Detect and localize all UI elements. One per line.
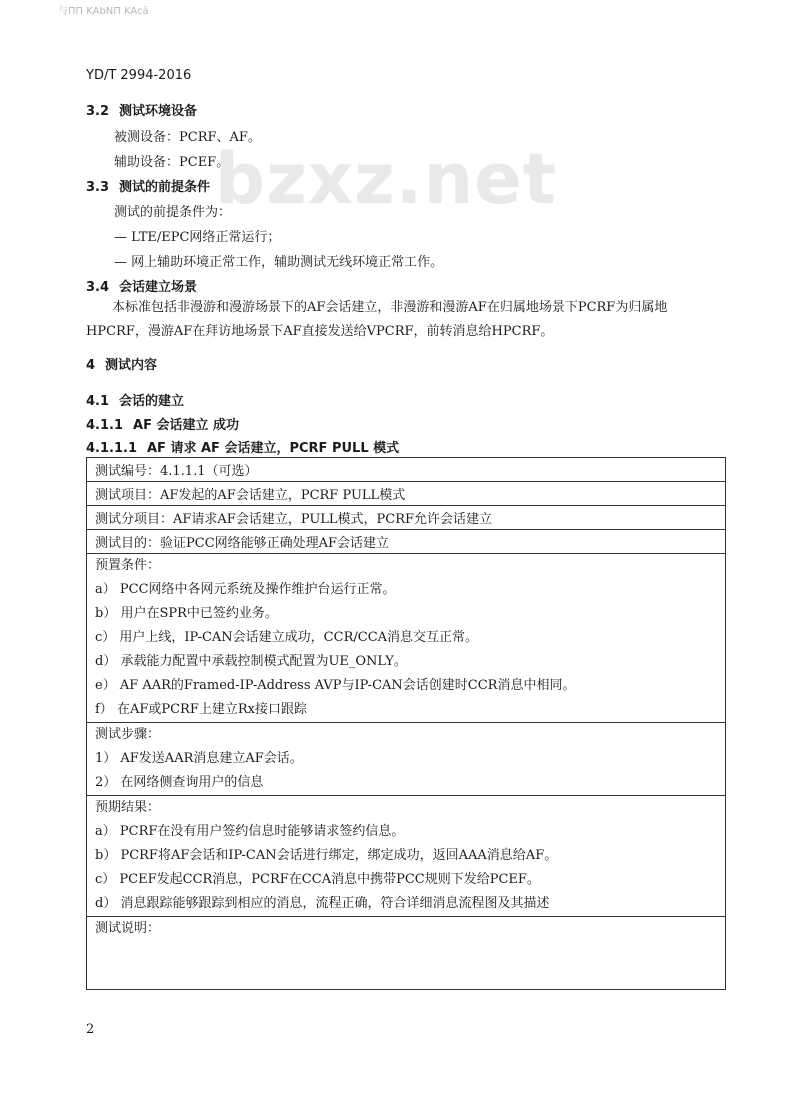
heading-4: 4 测试内容 (86, 358, 158, 373)
expected-item: b） PCRF将AF会话和IP-CAN会话进行绑定，绑定成功，返回AAA消息给AF。 (95, 848, 558, 863)
watermark: bzxz.net (215, 138, 558, 220)
expected-item: a） PCRF在没有用户签约信息时能够请求签约信息。 (95, 824, 405, 839)
testcase-subitem: 测试分项目：AF请求AF会话建立，PULL模式，PCRF允许会话建立 (87, 506, 726, 530)
heading-4-1-1: 4.1.1 AF 会话建立 成功 (86, 418, 240, 433)
precondition-item: c） 用户上线，IP-CAN会话建立成功，CCR/CCA消息交互正常。 (95, 630, 479, 645)
standard-number: YD/T 2994-2016 (86, 68, 192, 83)
text-line: 被测设备：PCRF、AF。 (114, 130, 261, 145)
precondition-item: e） AF AAR的Framed-IP-Address AVP与IP-CAN会话创建时CCR消息中相同。 (95, 678, 576, 693)
testcase-id: 测试编号：4.1.1.1（可选） (87, 458, 726, 482)
precondition-item: b） 用户在SPR中已签约业务。 (95, 606, 278, 621)
preconditions-label: 预置条件： (95, 558, 161, 573)
preconditions-cell (87, 554, 726, 723)
steps-label: 测试步骤： (95, 727, 161, 742)
testcase-purpose: 测试目的：验证PCC网络能够正确处理AF会话建立 (87, 530, 726, 554)
heading-3-4: 3.4 会话建立场景 (86, 280, 198, 295)
precondition-item: a） PCC网络中各网元系统及操作维护台运行正常。 (95, 582, 396, 597)
list-item: — LTE/EPC网络正常运行； (114, 230, 281, 245)
testcase-table (86, 457, 726, 990)
precondition-item: d） 承载能力配置中承载控制模式配置为UE_ONLY。 (95, 654, 407, 669)
precondition-item: f） 在AF或PCRF上建立Rx接口跟踪 (95, 702, 307, 717)
list-item: — 网上辅助环境正常工作，辅助测试无线环境正常工作。 (114, 255, 444, 270)
text-line: 测试的前提条件为： (114, 205, 232, 220)
steps-cell (87, 723, 726, 796)
step-item: 2） 在网络侧查询用户的信息 (95, 775, 264, 790)
heading-4-1-1-1: 4.1.1.1 AF 请求 AF 会话建立，PCRF PULL 模式 (86, 441, 400, 456)
heading-3-2: 3.2 测试环境设备 (86, 104, 198, 119)
notes-cell (87, 917, 726, 990)
heading-3-3: 3.3 测试的前提条件 (86, 180, 211, 195)
notes-label: 测试说明： (95, 921, 161, 936)
text-line: 辅助设备：PCEF。 (114, 155, 230, 170)
notes-blank (87, 941, 725, 989)
header-mark: 与ΠΠ KAbNΠ KAcā (58, 6, 149, 17)
paragraph: 本标准包括非漫游和漫游场景下的AF会话建立，非漫游和漫游AF在归属地场景下PCRF为归属地HPCRF，漫游AF在拜访地场景下AF直接发送给VPCRF，前转消息给HPCRF。 (86, 300, 668, 339)
heading-4-1: 4.1 会话的建立 (86, 394, 185, 409)
page-number: 2 (86, 1022, 95, 1037)
expected-label: 预期结果： (95, 800, 161, 815)
step-item: 1） AF发送AAR消息建立AF会话。 (95, 751, 303, 766)
expected-item: c） PCEF发起CCR消息，PCRF在CCA消息中携带PCC规则下发给PCEF。 (95, 872, 540, 887)
expected-item: d） 消息跟踪能够跟踪到相应的消息，流程正确，符合详细消息流程图及其描述 (95, 896, 550, 911)
expected-cell (87, 796, 726, 917)
testcase-item: 测试项目：AF发起的AF会话建立，PCRF PULL模式 (87, 482, 726, 506)
